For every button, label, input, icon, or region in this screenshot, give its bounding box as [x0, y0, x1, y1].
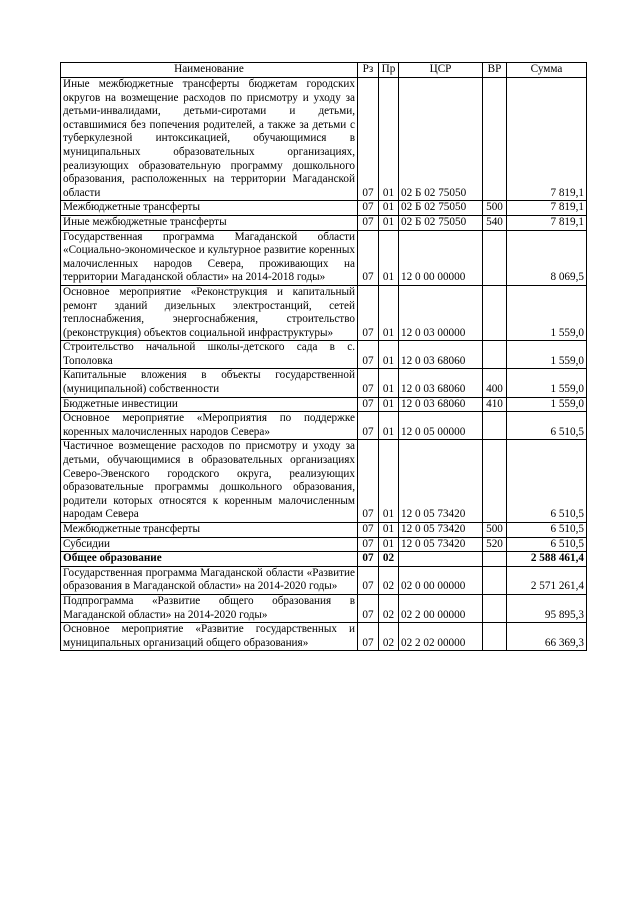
cell-sum: 6 510,5: [507, 412, 587, 440]
cell-csr: 12 0 05 73420: [399, 440, 483, 523]
cell-csr: 12 0 05 73420: [399, 523, 483, 538]
cell-pr: 01: [379, 369, 399, 397]
cell-vr: [483, 623, 507, 651]
cell-sum: 8 069,5: [507, 230, 587, 285]
cell-vr: 500: [483, 201, 507, 216]
cell-name: Бюджетные инвестиции: [61, 397, 358, 412]
header-sum: Сумма: [507, 63, 587, 78]
cell-rz: 07: [358, 285, 379, 340]
cell-vr: [483, 552, 507, 567]
cell-rz: 07: [358, 369, 379, 397]
cell-name: Основное мероприятие «Развитие государственных и муниципальных организаций общего образования»: [61, 623, 358, 651]
cell-rz: 07: [358, 440, 379, 523]
cell-pr: 01: [379, 285, 399, 340]
table-row: [61, 412, 587, 440]
cell-rz: 07: [358, 341, 379, 369]
budget-table: [60, 62, 587, 651]
cell-pr: 02: [379, 623, 399, 651]
document-page: [60, 62, 586, 651]
cell-sum: 7 819,1: [507, 78, 587, 201]
cell-csr: 12 0 03 68060: [399, 341, 483, 369]
cell-pr: 01: [379, 201, 399, 216]
cell-sum: 6 510,5: [507, 523, 587, 538]
cell-rz: 07: [358, 78, 379, 201]
cell-sum: 1 559,0: [507, 397, 587, 412]
cell-sum: 66 369,3: [507, 623, 587, 651]
cell-pr: 01: [379, 440, 399, 523]
cell-pr: 02: [379, 594, 399, 622]
cell-sum: 6 510,5: [507, 440, 587, 523]
cell-name: Межбюджетные трансферты: [61, 523, 358, 538]
cell-csr: 02 Б 02 75050: [399, 201, 483, 216]
cell-csr: 12 0 03 00000: [399, 285, 483, 340]
table-row: [61, 523, 587, 538]
cell-vr: [483, 78, 507, 201]
header-pr: Пр: [379, 63, 399, 78]
table-row: [61, 369, 587, 397]
table-header-row: [61, 63, 587, 78]
cell-vr: [483, 341, 507, 369]
cell-name: Межбюджетные трансферты: [61, 201, 358, 216]
cell-name: Основное мероприятие «Мероприятия по поддержке коренных малочисленных народов Севера»: [61, 412, 358, 440]
cell-name: Общее образование: [61, 552, 358, 567]
cell-name: Подпрограмма «Развитие общего образования в Магаданской области» на 2014-2020 годы»: [61, 594, 358, 622]
cell-csr: 02 2 00 00000: [399, 594, 483, 622]
cell-vr: [483, 566, 507, 594]
cell-csr: 02 0 00 00000: [399, 566, 483, 594]
cell-sum: 2 588 461,4: [507, 552, 587, 567]
cell-name: Строительство начальной школы-детского сада в с. Тополовка: [61, 341, 358, 369]
cell-rz: 07: [358, 215, 379, 230]
cell-pr: 01: [379, 341, 399, 369]
cell-vr: 410: [483, 397, 507, 412]
cell-csr: 02 Б 02 75050: [399, 215, 483, 230]
cell-vr: [483, 440, 507, 523]
cell-csr: 02 2 02 00000: [399, 623, 483, 651]
table-row: [61, 215, 587, 230]
table-row: [61, 341, 587, 369]
table-row: [61, 230, 587, 285]
cell-vr: 520: [483, 537, 507, 552]
cell-name: Государственная программа Магаданской области «Социально-экономическое и культурное развитие коренных малочисленных народов Севера, проживающих на территории Магаданской области» на 2014-2018 годы»: [61, 230, 358, 285]
cell-csr: 12 0 03 68060: [399, 397, 483, 412]
header-rz: Рз: [358, 63, 379, 78]
table-row: [61, 440, 587, 523]
cell-pr: 01: [379, 230, 399, 285]
cell-vr: [483, 412, 507, 440]
cell-rz: 07: [358, 412, 379, 440]
cell-rz: 07: [358, 623, 379, 651]
table-body: [61, 78, 587, 651]
cell-pr: 01: [379, 412, 399, 440]
cell-sum: 2 571 261,4: [507, 566, 587, 594]
cell-rz: 07: [358, 552, 379, 567]
cell-pr: 01: [379, 397, 399, 412]
table-row: [61, 537, 587, 552]
table-row: [61, 78, 587, 201]
table-row: [61, 566, 587, 594]
cell-name: Частичное возмещение расходов по присмотру и уходу за детьми, обучающимися в образовательных организациях Северо-Эвенского городского округа, реализующих образовательные программы дошкольного образования, родители которых относятся к коренным малочисленным народам Севера: [61, 440, 358, 523]
cell-rz: 07: [358, 566, 379, 594]
cell-rz: 07: [358, 201, 379, 216]
cell-pr: 02: [379, 566, 399, 594]
cell-vr: [483, 285, 507, 340]
table-row: [61, 201, 587, 216]
cell-name: Субсидии: [61, 537, 358, 552]
cell-csr: 12 0 05 73420: [399, 537, 483, 552]
cell-sum: 1 559,0: [507, 285, 587, 340]
header-vr: ВР: [483, 63, 507, 78]
cell-pr: 01: [379, 78, 399, 201]
header-name: Наименование: [61, 63, 358, 78]
table-row: [61, 594, 587, 622]
cell-sum: 1 559,0: [507, 369, 587, 397]
table-row: [61, 623, 587, 651]
cell-rz: 07: [358, 537, 379, 552]
cell-pr: 01: [379, 523, 399, 538]
table-row: [61, 552, 587, 567]
cell-sum: 7 819,1: [507, 215, 587, 230]
cell-pr: 01: [379, 215, 399, 230]
cell-name: Иные межбюджетные трансферты бюджетам городских округов на возмещение расходов по присмотру и уходу за детьми-инвалидами, детьми-сиротами и детьми, оставшимися без попечения родителей, а также за детьми с туберкулезной интоксикацией, обучающимися в муниципальных образовательных организациях, реализующих образовательную программу дошкольного образования, расположенных на территории Магаданской области: [61, 78, 358, 201]
table-row: [61, 285, 587, 340]
table-row: [61, 397, 587, 412]
cell-name: Капитальные вложения в объекты государственной (муниципальной) собственности: [61, 369, 358, 397]
cell-rz: 07: [358, 594, 379, 622]
cell-csr: 12 0 05 00000: [399, 412, 483, 440]
cell-csr: 02 Б 02 75050: [399, 78, 483, 201]
cell-name: Иные межбюджетные трансферты: [61, 215, 358, 230]
header-csr: ЦСР: [399, 63, 483, 78]
cell-sum: 1 559,0: [507, 341, 587, 369]
cell-vr: [483, 230, 507, 285]
cell-csr: 12 0 03 68060: [399, 369, 483, 397]
cell-vr: [483, 594, 507, 622]
cell-sum: 95 895,3: [507, 594, 587, 622]
cell-vr: 400: [483, 369, 507, 397]
cell-rz: 07: [358, 230, 379, 285]
cell-pr: 01: [379, 537, 399, 552]
cell-name: Основное мероприятие «Реконструкция и капитальный ремонт зданий дизельных электростанций, сетей теплоснабжения, энергоснабжения, строительство (реконструкция) объектов социальной инфраструктуры»: [61, 285, 358, 340]
cell-sum: 7 819,1: [507, 201, 587, 216]
cell-rz: 07: [358, 523, 379, 538]
cell-rz: 07: [358, 397, 379, 412]
cell-vr: 540: [483, 215, 507, 230]
cell-pr: 02: [379, 552, 399, 567]
cell-sum: 6 510,5: [507, 537, 587, 552]
cell-csr: 12 0 00 00000: [399, 230, 483, 285]
cell-vr: 500: [483, 523, 507, 538]
cell-name: Государственная программа Магаданской области «Развитие образования в Магаданской области» на 2014-2020 годы»: [61, 566, 358, 594]
cell-csr: [399, 552, 483, 567]
